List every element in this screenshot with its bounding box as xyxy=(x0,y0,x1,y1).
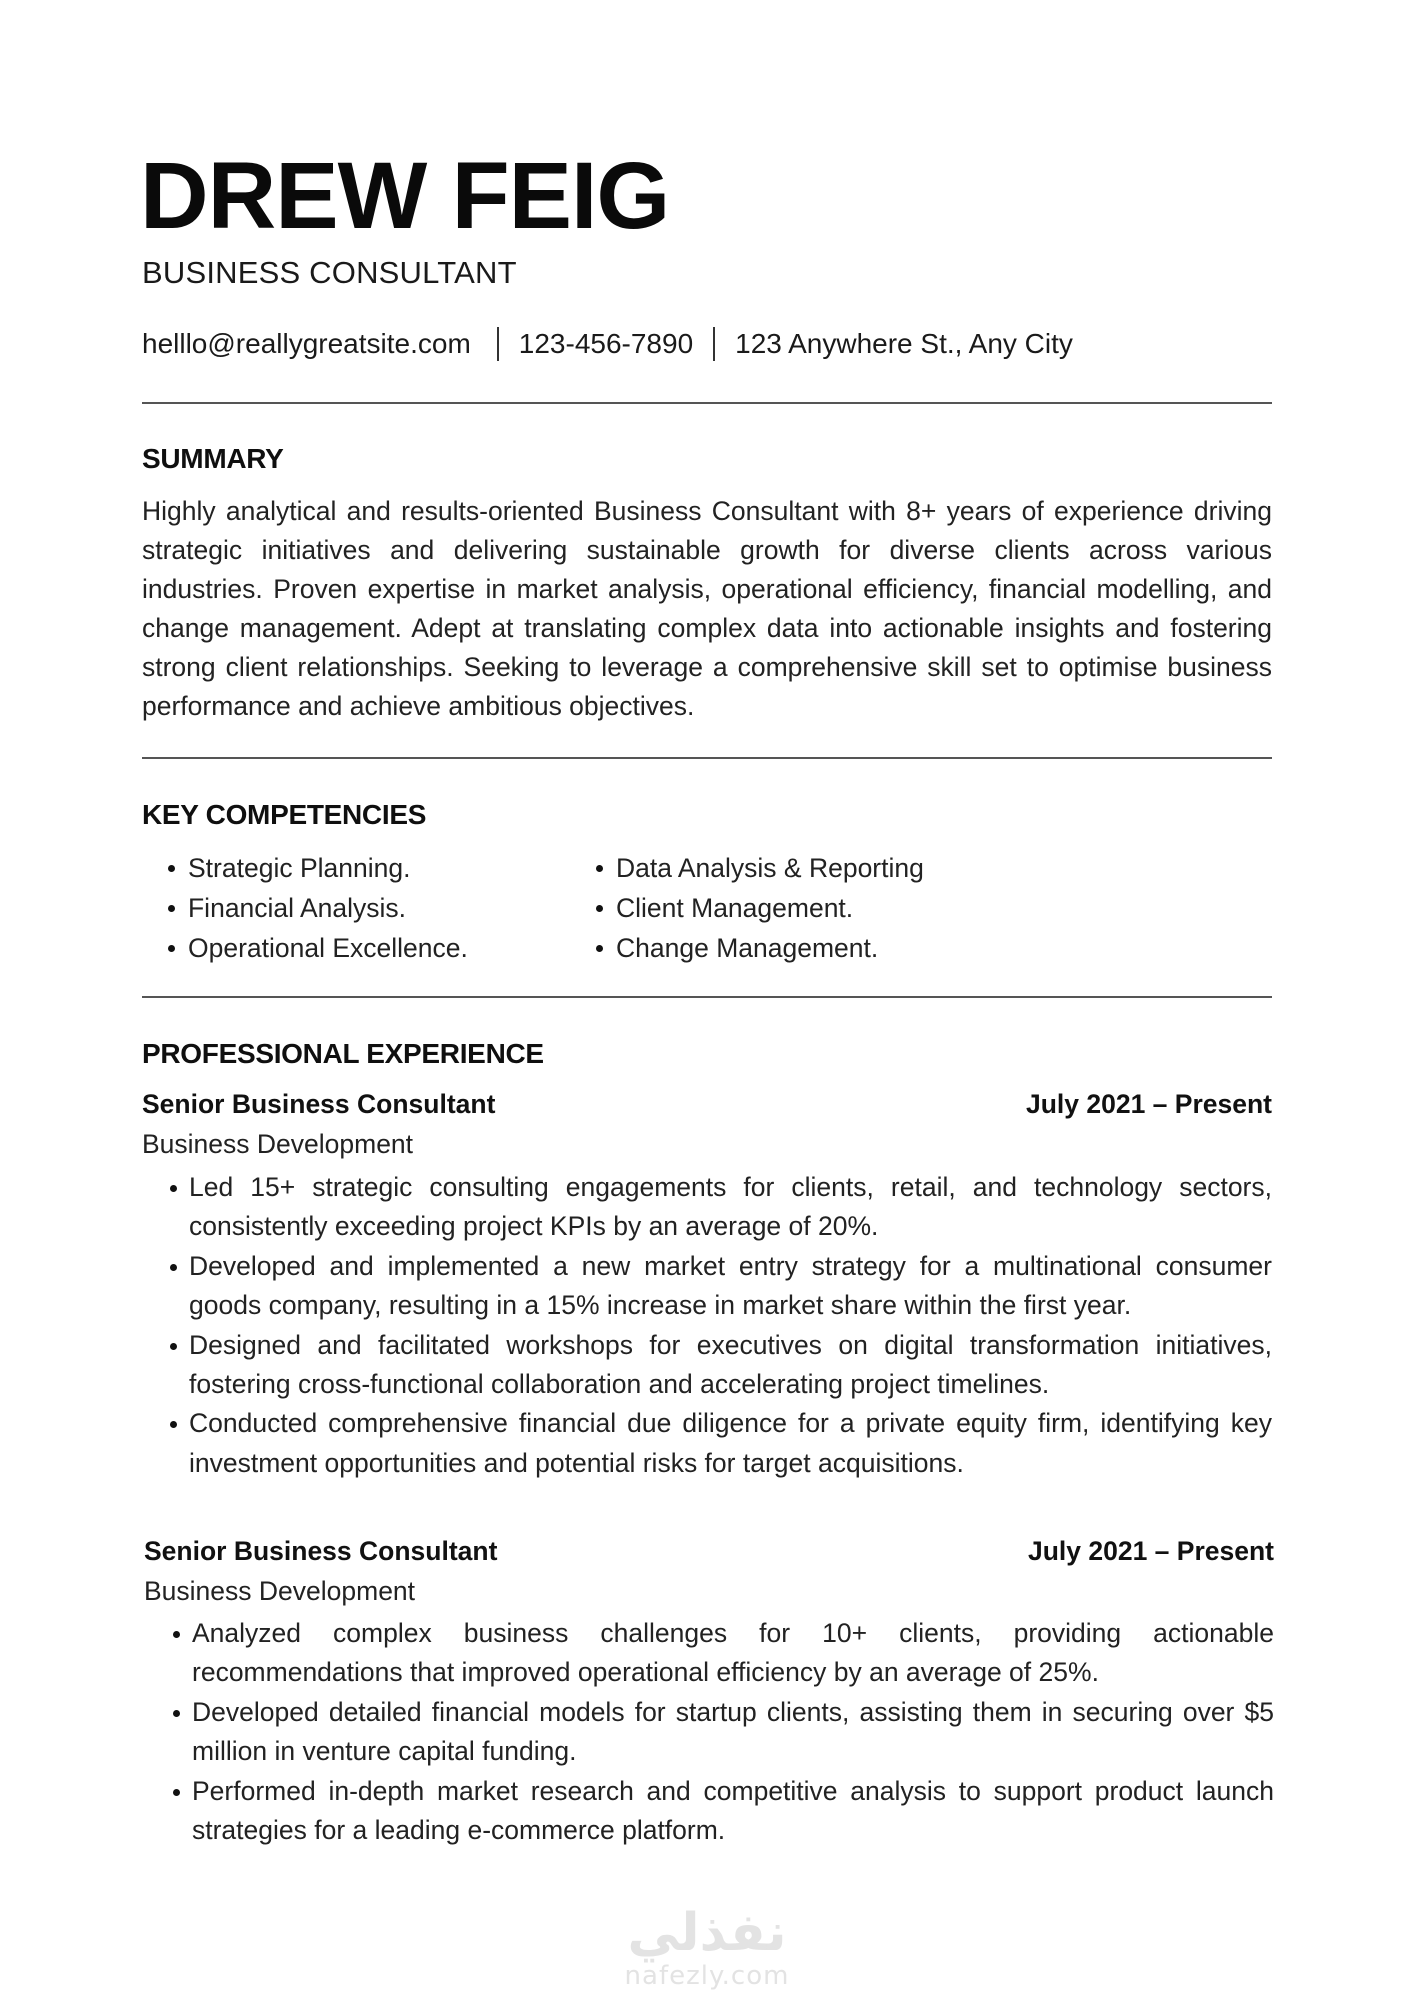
resume-name: DREW FEIG xyxy=(140,143,670,249)
watermark-arabic-logo: نفذلي xyxy=(627,1903,787,1963)
contact-separator xyxy=(713,327,715,361)
job-bullet: Performed in-depth market research and competitive analysis to support product launch strategies for a leading e-commerce platform. xyxy=(192,1772,1274,1851)
job-bullet-list xyxy=(189,1168,1272,1483)
competency-item: Financial Analysis. xyxy=(168,888,468,928)
bullet-icon xyxy=(596,865,603,872)
competency-item: Change Management. xyxy=(596,928,924,968)
competency-item: Data Analysis & Reporting xyxy=(596,848,924,888)
job-bullet: Developed and implemented a new market entry strategy for a multinational consumer goods company, resulting in a 15% increase in market share within the first year. xyxy=(189,1247,1272,1326)
job-bullet: Conducted comprehensive financial due diligence for a private equity firm, identifying key investment opportunities and potential risks for target acquisitions. xyxy=(189,1404,1272,1483)
competencies-column-left xyxy=(168,848,468,968)
contact-address: 123 Anywhere St., Any City xyxy=(735,328,1073,359)
job-dates: July 2021 – Present xyxy=(1025,1089,1272,1119)
bullet-icon xyxy=(170,1343,177,1350)
bullet-icon xyxy=(173,1631,180,1638)
job-department: Business Development xyxy=(144,1576,416,1606)
job-bullet-list xyxy=(192,1614,1274,1850)
job-bullet: Analyzed complex business challenges for 10+ clients, providing actionable recommendations that improved operational efficiency by an average of 25%. xyxy=(192,1614,1274,1693)
competency-item: Operational Excellence. xyxy=(168,928,468,968)
bullet-icon xyxy=(170,1421,177,1428)
summary-heading: SUMMARY xyxy=(142,443,284,474)
watermark xyxy=(0,1905,1414,1991)
bullet-icon xyxy=(168,865,175,872)
bullet-icon xyxy=(170,1185,177,1192)
job-department: Business Development xyxy=(142,1129,414,1159)
job-title-heading: BUSINESS CONSULTANT xyxy=(142,255,517,290)
job-position: Senior Business Consultant xyxy=(144,1536,498,1566)
job-bullet: Developed detailed financial models for startup clients, assisting them in securing over $5 million in venture capital funding. xyxy=(192,1693,1274,1772)
job-position: Senior Business Consultant xyxy=(142,1089,496,1119)
contact-separator xyxy=(497,327,499,361)
competencies-heading: KEY COMPETENCIES xyxy=(142,799,427,830)
section-divider xyxy=(142,996,1272,998)
job-dates: July 2021 – Present xyxy=(1027,1536,1274,1566)
contact-phone: 123-456-7890 xyxy=(518,328,694,359)
competency-item: Strategic Planning. xyxy=(168,848,468,888)
experience-heading: PROFESSIONAL EXPERIENCE xyxy=(142,1038,544,1069)
competency-item: Client Management. xyxy=(596,888,924,928)
bullet-icon xyxy=(168,905,175,912)
watermark-url: nafezly.com xyxy=(624,1961,790,1991)
section-divider xyxy=(142,402,1272,404)
bullet-icon xyxy=(168,945,175,952)
job-bullet: Led 15+ strategic consulting engagements for clients, retail, and technology sectors, consistently exceeding project KPIs by an average of 20%. xyxy=(189,1168,1272,1247)
section-divider xyxy=(142,757,1272,759)
contact-line xyxy=(142,326,1073,362)
bullet-icon xyxy=(170,1264,177,1271)
contact-email: helllo@reallygreatsite.com xyxy=(142,328,471,359)
bullet-icon xyxy=(173,1710,180,1717)
bullet-icon xyxy=(596,905,603,912)
bullet-icon xyxy=(173,1789,180,1796)
competencies-column-right xyxy=(596,848,924,968)
summary-text: Highly analytical and results-oriented Business Consultant with 8+ years of experience driving strategic initiatives and delivering sustainable growth for diverse clients across various industries. Proven expertise in market analysis, operational efficiency, financial modelling, and change management. Adept at translating complex data into actionable insights and fostering strong client relationships. Seeking to leverage a comprehensive skill set to optimise business performance and achieve ambitious objectives. xyxy=(142,496,1272,721)
job-bullet: Designed and facilitated workshops for executives on digital transformation initiatives, fostering cross-functional collaboration and accelerating project timelines. xyxy=(189,1326,1272,1405)
bullet-icon xyxy=(596,945,603,952)
